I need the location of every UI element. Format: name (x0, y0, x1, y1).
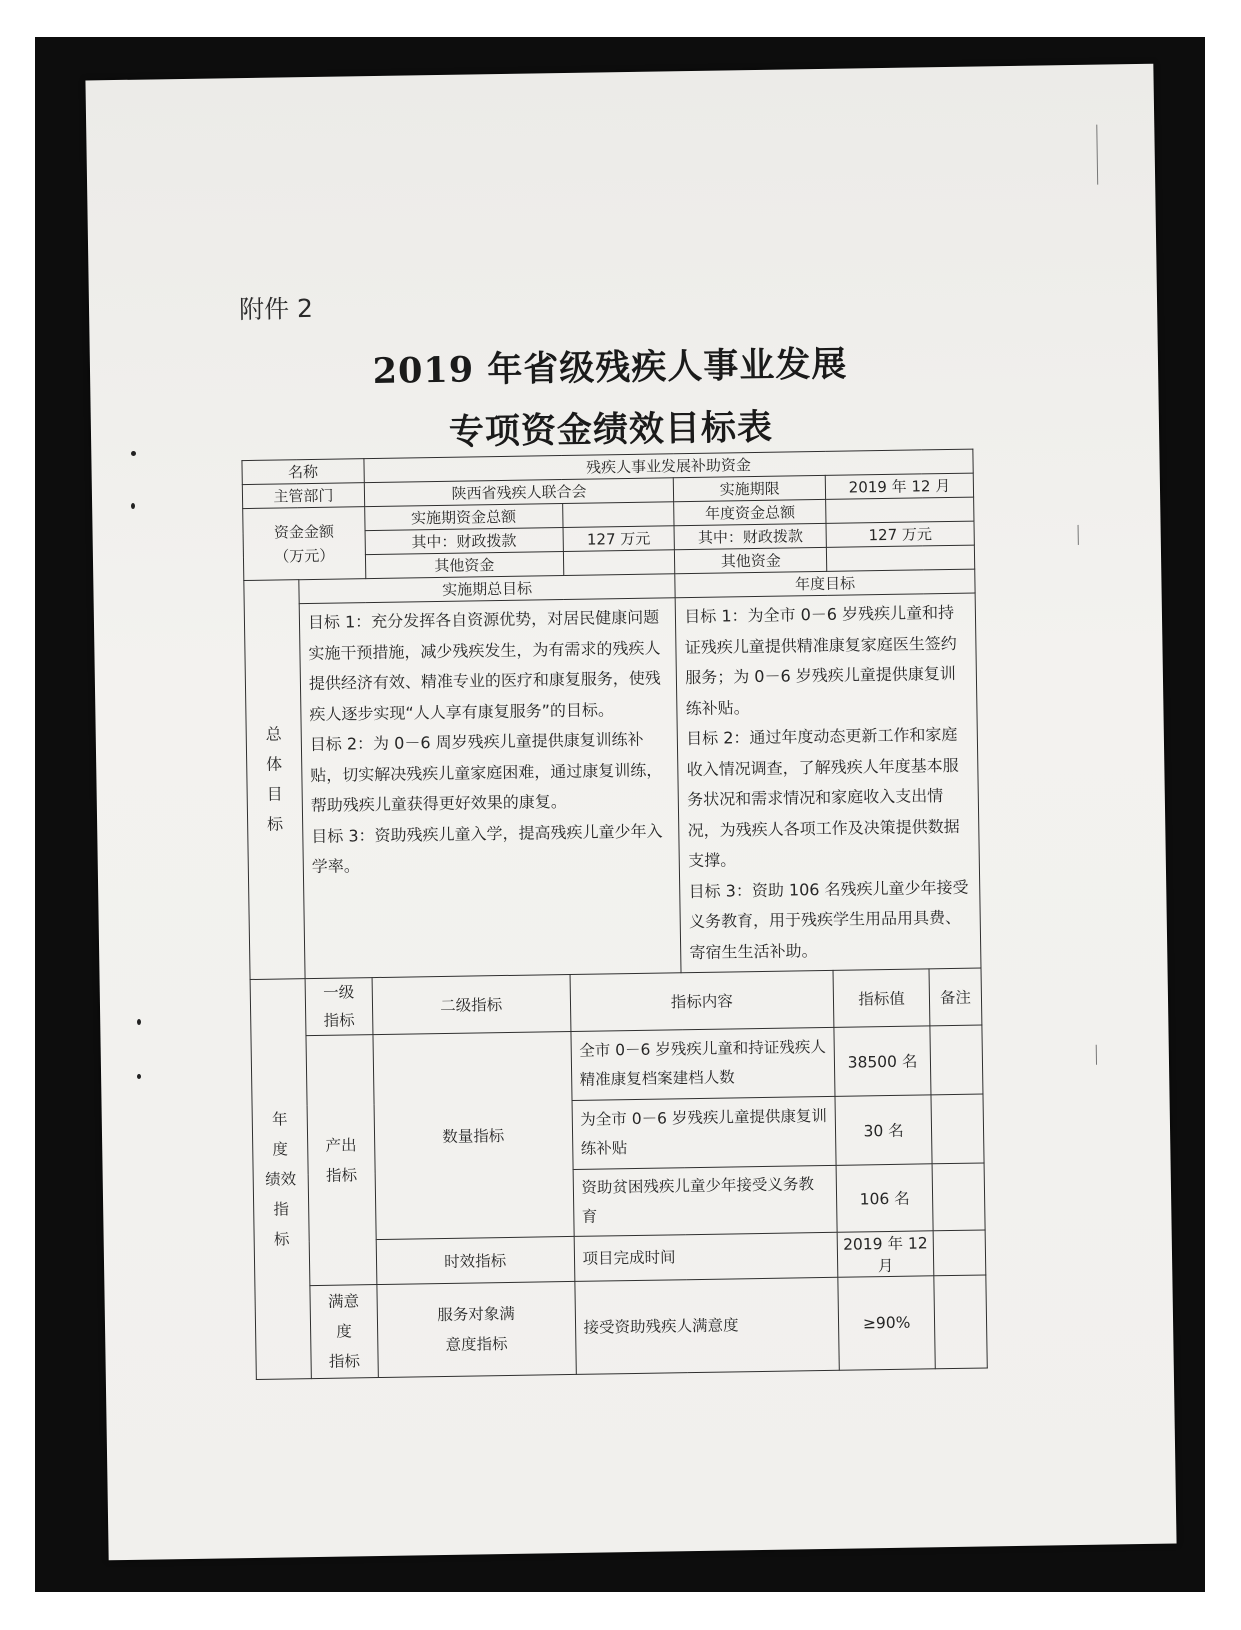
col-level2-header: 二级指标 (372, 974, 571, 1034)
funds-label: 资金金额 （万元） (243, 507, 366, 581)
funds-total-impl-label: 实施期资金总额 (365, 504, 563, 531)
indicator-label-char: 标 (273, 1229, 290, 1249)
indicator-content: 为全市 0－6 岁残疾儿童提供康复训练补贴 (572, 1096, 837, 1169)
name-label: 名称 (242, 459, 364, 485)
paper-edge-mark (1078, 525, 1079, 545)
funds-total-impl-value (562, 502, 674, 528)
col-content-header: 指标内容 (570, 970, 834, 1031)
paper-edge-mark (1096, 1045, 1097, 1065)
overall-label-char: 总 (265, 724, 282, 744)
scan-dot (137, 1019, 141, 1025)
indicator-note (930, 1025, 983, 1095)
name-value: 残疾人事业发展补助资金 (364, 449, 973, 483)
period-value: 2019 年 12 月 (825, 473, 973, 499)
indicator-row (251, 1025, 983, 1105)
overall-label-char: 目 (266, 784, 283, 804)
dept-label: 主管部门 (242, 483, 364, 509)
fiscal-year-value: 127 万元 (826, 521, 974, 547)
indicator-label-char: 年 (271, 1109, 288, 1129)
indicator-note (932, 1163, 985, 1231)
indicator-section-label (250, 979, 311, 1380)
impl-goal-header: 实施期总目标 (299, 574, 676, 604)
photo-background (35, 37, 1205, 1592)
fiscal-impl-value: 127 万元 (563, 526, 675, 552)
col-value-header: 指标值 (833, 969, 930, 1027)
impl-goal-text: 目标 1：充分发挥各自资源优势，对居民健康问题实施干预措施，减少残疾发生，为有需求的残疾人提供经济有效、精准专业的医疗和康复服务，使残疾人逐步实现“人人享有康复服务”的目标。 目标 2：为 0－6 周岁残疾儿童提供康复训练补贴，切实解决残疾儿童家庭困难，通过康复训练，帮助残疾儿童获得更好效果的康复。 目标 3：资助残疾儿童入学，提高残疾儿童少年入学率。 (299, 598, 681, 979)
document-title-line2: 专项资金绩效目标表 (448, 406, 774, 453)
indicator-content: 接受资助残疾人满意度 (574, 1277, 839, 1374)
other-impl-label: 其他资金 (365, 552, 563, 579)
indicator-value: 38500 名 (834, 1026, 931, 1096)
year-goal-header: 年度目标 (675, 569, 975, 598)
indicator-note (931, 1094, 984, 1164)
performance-target-table (241, 449, 987, 1380)
indicator-content: 项目完成时间 (574, 1232, 838, 1281)
document-sheet (85, 64, 1176, 1561)
other-year-value (826, 545, 974, 571)
scan-dot (137, 1074, 141, 1079)
other-year-label: 其他资金 (675, 547, 827, 573)
overall-section-label (244, 580, 305, 980)
indicator-value: 2019 年 12 月 (837, 1231, 934, 1278)
quantity-indicator-label: 数量指标 (373, 1031, 574, 1239)
satisfaction-indicator-label: 满意 度 指标 (310, 1285, 378, 1379)
output-indicator-label: 产出 指标 (306, 1035, 377, 1286)
col-level1-header: 一级 指标 (305, 978, 373, 1036)
indicator-value: 30 名 (835, 1095, 932, 1165)
indicator-note (933, 1230, 986, 1276)
indicator-value: 106 名 (836, 1164, 933, 1232)
indicator-label-char: 指 (273, 1199, 290, 1219)
indicator-row (255, 1275, 987, 1379)
other-impl-value (563, 550, 675, 576)
indicator-value: ≥90% (838, 1276, 935, 1370)
funds-total-year-label: 年度资金总额 (674, 499, 826, 525)
attachment-label: 附件 2 (238, 293, 314, 325)
indicator-content: 全市 0－6 岁残疾儿童和持证残疾人精准康复档案建档人数 (570, 1027, 835, 1100)
overall-goals-row (244, 593, 981, 979)
overall-label-char: 体 (266, 754, 283, 774)
timeliness-indicator-label: 时效指标 (376, 1236, 574, 1284)
service-satisfaction-label: 服务对象满 意度指标 (377, 1281, 576, 1377)
dept-value: 陕西省残疾人联合会 (364, 478, 674, 507)
indicator-content: 资助贫困残疾儿童少年接受义务教育 (573, 1165, 838, 1236)
funds-total-year-value (826, 497, 974, 523)
fiscal-impl-label: 其中：财政拨款 (365, 528, 563, 555)
col-note-header: 备注 (929, 968, 982, 1026)
overall-label-char: 标 (266, 814, 284, 834)
indicator-note (934, 1275, 987, 1369)
paper-edge-mark (1096, 125, 1098, 185)
document-title-line1: 2019 年省级残疾人事业发展 (372, 343, 848, 392)
indicator-label-char: 度 (272, 1139, 289, 1159)
fiscal-year-label: 其中：财政拨款 (674, 523, 826, 549)
scan-dot (131, 503, 135, 509)
indicator-label-char: 绩效 (265, 1169, 297, 1189)
period-label: 实施期限 (674, 475, 826, 501)
year-goal-text: 目标 1：为全市 0－6 岁残疾儿童和持证残疾儿童提供精准康复家庭医生签约服务；为 0－6 岁残疾儿童提供康复训练补贴。 目标 2：通过年度动态更新工作和家庭收入情况调查，了解残疾人年度基本服务状况和需求情况和家庭收入支出情况，为残疾人各项工作及决策提供数据支撑。 目标 3：资助 106 名残疾儿童少年接受义务教育，用于残疾学生用品用具费、寄宿生生活补助。 (675, 593, 981, 973)
scan-dot (131, 451, 136, 456)
